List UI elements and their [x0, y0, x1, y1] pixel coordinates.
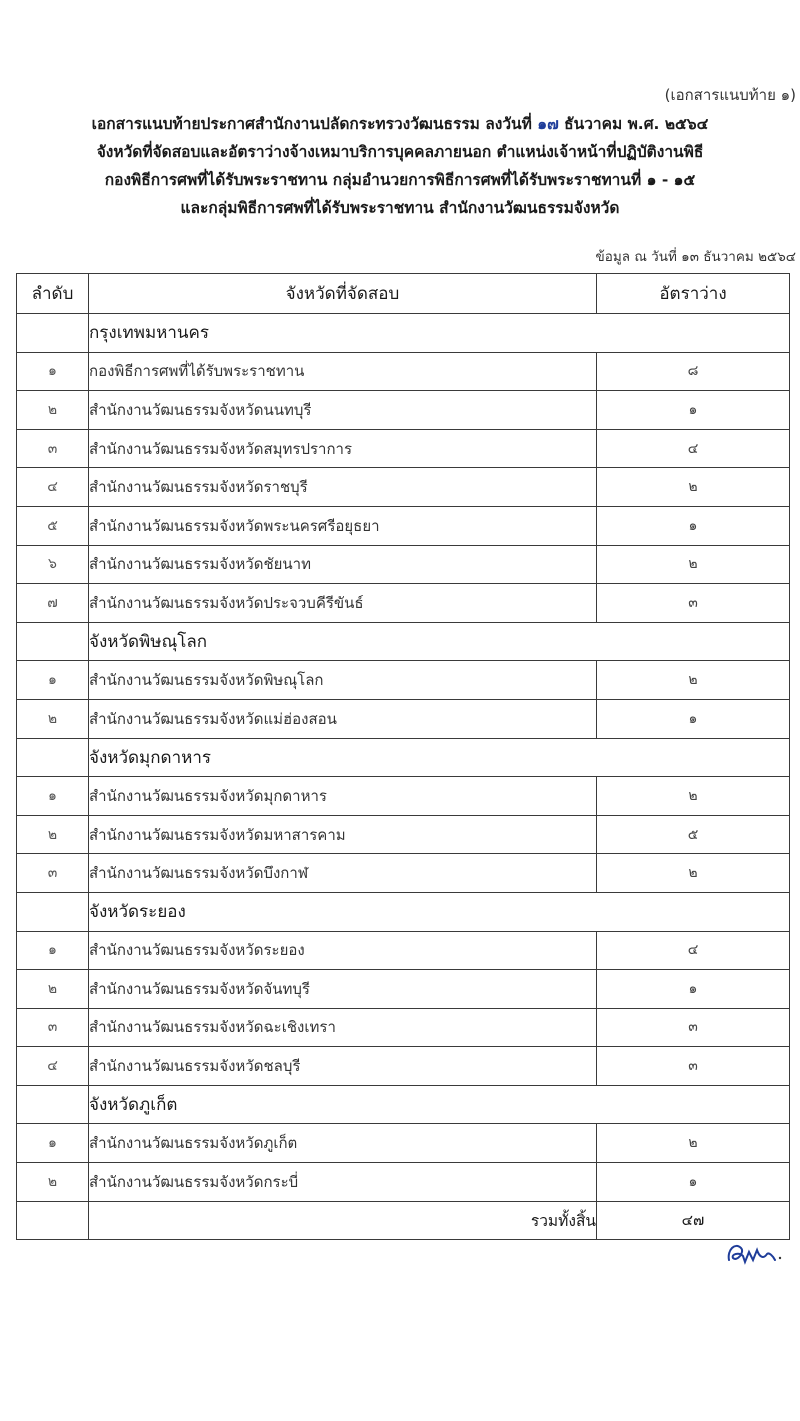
attachment-label: (เอกสารแนบท้าย ๑): [664, 86, 796, 104]
section-header-row: [17, 892, 790, 931]
header-vacancies: อัตราว่าง: [597, 274, 790, 314]
section-no-cell: [17, 738, 89, 777]
office-name: สำนักงานวัฒนธรรมจังหวัดพระนครศรีอยุธยา: [89, 506, 597, 545]
section-header-row: [17, 1085, 790, 1124]
data-as-of-date: ข้อมูล ณ วันที่ ๑๓ ธันวาคม ๒๕๖๔: [595, 249, 796, 265]
office-name: สำนักงานวัฒนธรรมจังหวัดสมุทรปราการ: [89, 429, 597, 468]
office-name: สำนักงานวัฒนธรรมจังหวัดชัยนาท: [89, 545, 597, 584]
row-number: ๓: [17, 429, 89, 468]
section-no-cell: [17, 314, 89, 353]
total-label: รวมทั้งสิ้น: [89, 1201, 597, 1240]
header-province: จังหวัดที่จัดสอบ: [89, 274, 597, 314]
vacancy-count: ๑: [597, 970, 790, 1009]
row-number: ๒: [17, 699, 89, 738]
vacancy-count: ๑: [597, 391, 790, 430]
header-no: ลำดับ: [17, 274, 89, 314]
section-no-cell: [17, 892, 89, 931]
section-header-row: [17, 738, 790, 777]
vacancy-count: ๒: [597, 854, 790, 893]
vacancy-count: ๕: [597, 815, 790, 854]
table-row: [17, 545, 790, 584]
row-number: ๑: [17, 777, 89, 816]
office-name: กองพิธีการศพที่ได้รับพระราชทาน: [89, 352, 597, 391]
section-no-cell: [17, 622, 89, 661]
table-row: [17, 584, 790, 623]
table-row: [17, 506, 790, 545]
office-name: สำนักงานวัฒนธรรมจังหวัดฉะเชิงเทรา: [89, 1008, 597, 1047]
row-number: ๒: [17, 391, 89, 430]
vacancy-count: ๓: [597, 1047, 790, 1086]
section-header-row: [17, 622, 790, 661]
table-row: [17, 970, 790, 1009]
vacancy-count: ๓: [597, 1008, 790, 1047]
title-date-day: ๑๗: [537, 115, 559, 133]
office-name: สำนักงานวัฒนธรรมจังหวัดระยอง: [89, 931, 597, 970]
title-line-1: [0, 110, 800, 138]
total-no-cell: [17, 1201, 89, 1240]
section-header-row: [17, 314, 790, 353]
table-row: [17, 352, 790, 391]
vacancy-count: ๔: [597, 931, 790, 970]
vacancy-count: ๓: [597, 584, 790, 623]
row-number: ๖: [17, 545, 89, 584]
section-title: จังหวัดมุกดาหาร: [89, 738, 790, 777]
office-name: สำนักงานวัฒนธรรมจังหวัดจันทบุรี: [89, 970, 597, 1009]
row-number: ๑: [17, 661, 89, 700]
section-title: กรุงเทพมหานคร: [89, 314, 790, 353]
vacancy-count: ๒: [597, 661, 790, 700]
table-row: [17, 429, 790, 468]
office-name: สำนักงานวัฒนธรรมจังหวัดกระบี่: [89, 1163, 597, 1202]
title-line-3: กองพิธีการศพที่ได้รับพระราชทาน กลุ่มอำนวยการพิธีการศพที่ได้รับพระราชทานที่ ๑ - ๑๕: [104, 171, 696, 189]
row-number: ๔: [17, 1047, 89, 1086]
title-line-4: และกลุ่มพิธีการศพที่ได้รับพระราชทาน สำนักงานวัฒนธรรมจังหวัด: [180, 199, 620, 217]
office-name: สำนักงานวัฒนธรรมจังหวัดมุกดาหาร: [89, 777, 597, 816]
table-row: [17, 931, 790, 970]
table-header-row: [17, 274, 790, 314]
office-name: สำนักงานวัฒนธรรมจังหวัดแม่ฮ่องสอน: [89, 699, 597, 738]
office-name: สำนักงานวัฒนธรรมจังหวัดราชบุรี: [89, 468, 597, 507]
table-row: [17, 661, 790, 700]
office-name: สำนักงานวัฒนธรรมจังหวัดมหาสารคาม: [89, 815, 597, 854]
row-number: ๑: [17, 1124, 89, 1163]
office-name: สำนักงานวัฒนธรรมจังหวัดประจวบคีรีขันธ์: [89, 584, 597, 623]
section-no-cell: [17, 1085, 89, 1124]
title-line-1-prefix: เอกสารแนบท้ายประกาศสำนักงานปลัดกระทรวงวัฒนธรรม ลงวันที่: [91, 115, 538, 133]
vacancy-count: ๘: [597, 352, 790, 391]
section-title: จังหวัดภูเก็ต: [89, 1085, 790, 1124]
section-title: จังหวัดระยอง: [89, 892, 790, 931]
row-number: ๕: [17, 506, 89, 545]
table-row: [17, 1047, 790, 1086]
row-number: ๓: [17, 1008, 89, 1047]
table-row: [17, 854, 790, 893]
table-row: [17, 815, 790, 854]
vacancy-table: [16, 273, 790, 1240]
row-number: ๗: [17, 584, 89, 623]
table-row: [17, 777, 790, 816]
table-body: [17, 314, 790, 1240]
row-number: ๑: [17, 931, 89, 970]
section-title: จังหวัดพิษณุโลก: [89, 622, 790, 661]
vacancy-count: ๑: [597, 506, 790, 545]
table-row: [17, 468, 790, 507]
office-name: สำนักงานวัฒนธรรมจังหวัดนนทบุรี: [89, 391, 597, 430]
row-number: ๔: [17, 468, 89, 507]
office-name: สำนักงานวัฒนธรรมจังหวัดบึงกาฬ: [89, 854, 597, 893]
table-row: [17, 1163, 790, 1202]
table-row: [17, 699, 790, 738]
table-row: [17, 1124, 790, 1163]
table-row: [17, 1008, 790, 1047]
row-number: ๓: [17, 854, 89, 893]
vacancy-count: ๒: [597, 468, 790, 507]
total-row: [17, 1201, 790, 1240]
document-title: [0, 110, 800, 222]
vacancy-count: ๑: [597, 699, 790, 738]
row-number: ๒: [17, 1163, 89, 1202]
vacancy-count: ๒: [597, 545, 790, 584]
total-value: ๔๗: [597, 1201, 790, 1240]
office-name: สำนักงานวัฒนธรรมจังหวัดพิษณุโลก: [89, 661, 597, 700]
vacancy-count: ๑: [597, 1163, 790, 1202]
vacancy-count: ๒: [597, 777, 790, 816]
row-number: ๑: [17, 352, 89, 391]
row-number: ๒: [17, 970, 89, 1009]
office-name: สำนักงานวัฒนธรรมจังหวัดชลบุรี: [89, 1047, 597, 1086]
title-line-2: จังหวัดที่จัดสอบและอัตราว่างจ้างเหมาบริการบุคคลภายนอก ตำแหน่งเจ้าหน้าที่ปฏิบัติงานพิธี: [96, 143, 704, 161]
office-name: สำนักงานวัฒนธรรมจังหวัดภูเก็ต: [89, 1124, 597, 1163]
table-row: [17, 391, 790, 430]
vacancy-count: ๒: [597, 1124, 790, 1163]
row-number: ๒: [17, 815, 89, 854]
title-line-1-suffix: ธันวาคม พ.ศ. ๒๕๖๔: [558, 115, 709, 133]
vacancy-count: ๔: [597, 429, 790, 468]
signature-icon: [723, 1238, 783, 1268]
